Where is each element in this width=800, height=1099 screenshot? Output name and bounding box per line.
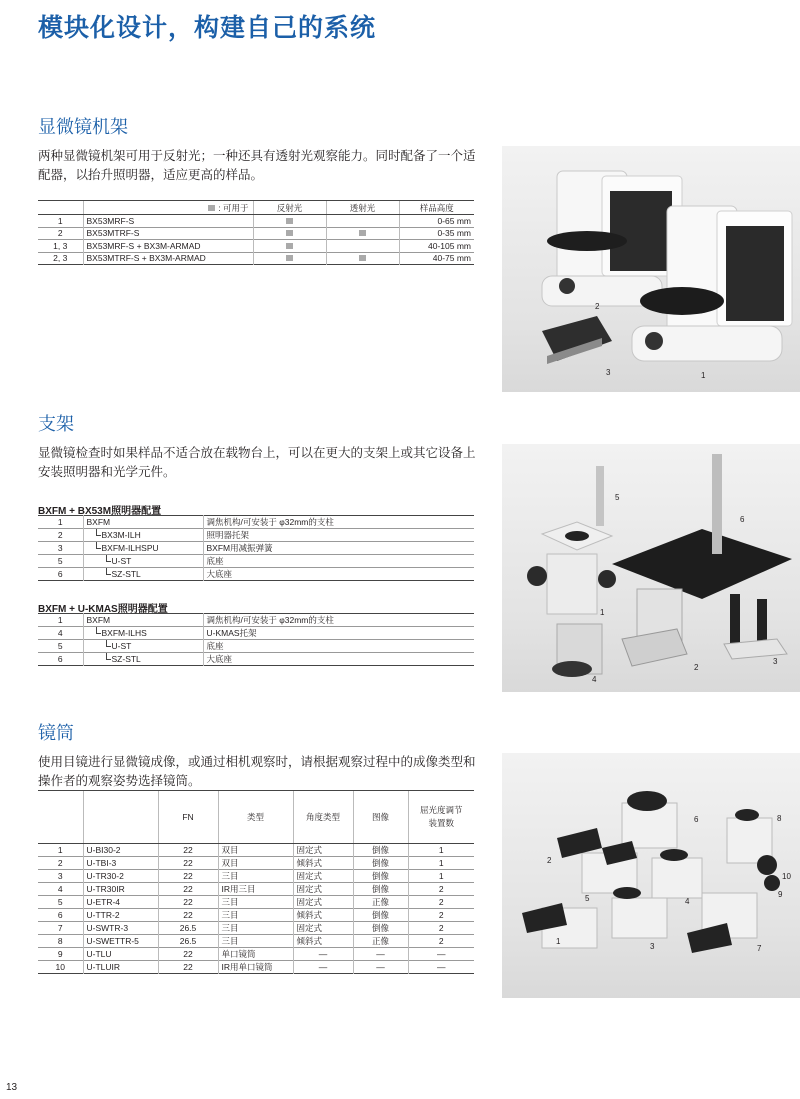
section-title-tubes: 镜筒: [38, 723, 74, 744]
row-model: [83, 542, 203, 555]
row-fn: 22: [158, 844, 218, 857]
row-transmitted: [326, 240, 399, 253]
table-row: [38, 627, 474, 640]
row-model: [83, 529, 203, 542]
row-model: U-TLUIR: [83, 961, 158, 974]
row-description: BXFM用减振弹簧: [203, 542, 474, 555]
legend: : 可用于: [83, 201, 253, 215]
row-transmitted: [326, 215, 399, 228]
stands-description: 显微镜检查时如果样品不适合放在载物台上，可以在更大的支架上或其它设备上安装照明器和光学元件。: [38, 445, 476, 479]
row-angle: 固定式: [293, 844, 353, 857]
available-marker: [286, 218, 293, 224]
table-row: [38, 529, 474, 542]
table-row: [38, 516, 474, 529]
row-description: 照明器托架: [203, 529, 474, 542]
row-diopter: 1: [408, 857, 474, 870]
header-fn: FN: [158, 791, 218, 844]
tubes-illustration: [502, 753, 800, 998]
stand-group1-title: BXFM + BX53M照明器配置: [38, 506, 162, 517]
row-number: 5: [57, 897, 63, 907]
row-model-label: BXFM: [86, 615, 111, 625]
row-diopter: —: [408, 948, 474, 961]
row-model: U-TBI-3: [83, 857, 158, 870]
callout-2: 2: [547, 856, 552, 865]
photo-tubes: [502, 753, 800, 998]
row-number: 1, 3: [53, 240, 68, 251]
row-number: 8: [57, 936, 63, 946]
page-number: 13: [6, 1082, 18, 1093]
row-description: 底座: [203, 555, 474, 568]
row-type: IR用三目: [218, 883, 293, 896]
table-row: [38, 870, 474, 883]
row-fn: 26.5: [158, 922, 218, 935]
row-model-label: BXFM-ILHSPU: [101, 543, 159, 553]
frames-description: 两种显微镜机架可用于反射光；一种还具有透射光观察能力。同时配备了一个适配器，以抬升照明器，适应更高的样品。: [38, 148, 476, 182]
row-model-label: U-ST: [111, 641, 132, 651]
stand-group2-table: [38, 613, 474, 666]
table-row: [38, 555, 474, 568]
row-model-label: BXFM: [86, 517, 111, 527]
row-height: 40-75 mm: [399, 252, 474, 265]
section-title-frames: 显微镜机架: [38, 117, 128, 138]
row-image: —: [353, 961, 408, 974]
tree-connector: [106, 568, 111, 575]
row-model: U-TR30-2: [83, 870, 158, 883]
table-row: [38, 844, 474, 857]
row-number: 1: [57, 215, 63, 226]
row-angle: 倾斜式: [293, 857, 353, 870]
row-model: [83, 614, 203, 627]
row-type: 双目: [218, 844, 293, 857]
tree-connector: [96, 627, 101, 634]
row-model: U-TR30IR: [83, 883, 158, 896]
row-number: 7: [57, 923, 63, 933]
legend-swatch: [208, 205, 215, 211]
row-diopter: 2: [408, 922, 474, 935]
available-marker: [286, 243, 293, 249]
row-type: 三目: [218, 896, 293, 909]
row-transmitted: [326, 252, 399, 265]
row-number: 6: [57, 910, 63, 920]
row-number: 2: [57, 228, 63, 239]
row-angle: —: [293, 948, 353, 961]
callout-2: 2: [595, 302, 600, 311]
row-angle: —: [293, 961, 353, 974]
row-type: 三目: [218, 909, 293, 922]
header-angle: 角度类型: [293, 791, 353, 844]
row-diopter: 2: [408, 909, 474, 922]
photo-stands: [502, 444, 800, 692]
table-row: [38, 857, 474, 870]
row-description: 大底座: [203, 653, 474, 666]
row-diopter: 2: [408, 896, 474, 909]
table-row: [38, 252, 474, 265]
row-reflected: [253, 227, 326, 240]
table-row: [38, 227, 474, 240]
row-number: 2: [57, 858, 63, 868]
row-height: 40-105 mm: [399, 240, 474, 253]
callout-5: 5: [615, 493, 620, 502]
row-model: U-ETR-4: [83, 896, 158, 909]
row-image: 倒像: [353, 909, 408, 922]
callout-1: 1: [556, 937, 561, 946]
row-model-label: U-ST: [111, 556, 132, 566]
header-sample-height: 样品高度: [399, 201, 474, 215]
row-number: 3: [57, 871, 63, 881]
row-model: BX53MTRF-S + BX3M-ARMAD: [83, 252, 253, 265]
table-row: [38, 896, 474, 909]
row-fn: 22: [158, 961, 218, 974]
callout-9: 9: [778, 890, 783, 899]
callout-6: 6: [740, 515, 745, 524]
row-model-label: BXFM-ILHS: [101, 628, 147, 638]
table-row: [38, 542, 474, 555]
table-row: [38, 215, 474, 228]
callout-4: 4: [592, 675, 597, 684]
row-fn: 22: [158, 883, 218, 896]
row-angle: 固定式: [293, 870, 353, 883]
row-image: 倒像: [353, 922, 408, 935]
row-diopter: —: [408, 961, 474, 974]
row-model: U-BI30-2: [83, 844, 158, 857]
row-number: 3: [57, 543, 63, 553]
available-marker: [359, 230, 366, 236]
row-fn: 22: [158, 857, 218, 870]
row-number: 5: [57, 556, 63, 566]
microscope-frames-illustration: [502, 146, 800, 392]
row-image: 倒像: [353, 883, 408, 896]
row-diopter: 1: [408, 870, 474, 883]
row-image: 正像: [353, 896, 408, 909]
tree-connector: [106, 555, 111, 562]
table-row: [38, 614, 474, 627]
row-angle: 倾斜式: [293, 909, 353, 922]
row-fn: 26.5: [158, 935, 218, 948]
table-row: [38, 240, 474, 253]
row-image: 正像: [353, 935, 408, 948]
row-angle: 倾斜式: [293, 935, 353, 948]
row-model: U-TTR-2: [83, 909, 158, 922]
row-height: 0-35 mm: [399, 227, 474, 240]
tree-connector: [96, 542, 101, 549]
row-fn: 22: [158, 870, 218, 883]
row-angle: 固定式: [293, 922, 353, 935]
callout-6: 6: [694, 815, 699, 824]
section-title-stands: 支架: [38, 414, 74, 435]
tree-connector: [96, 529, 101, 536]
table-row: [38, 922, 474, 935]
row-height: 0-65 mm: [399, 215, 474, 228]
row-fn: 22: [158, 896, 218, 909]
row-number: 9: [57, 949, 63, 959]
callout-3: 3: [606, 368, 611, 377]
table-row: [38, 640, 474, 653]
row-model: [83, 627, 203, 640]
callout-10: 10: [782, 872, 791, 881]
table-row: [38, 948, 474, 961]
row-model: U-SWETTR-5: [83, 935, 158, 948]
row-number: 2: [57, 530, 63, 540]
row-model: [83, 640, 203, 653]
callout-2: 2: [694, 663, 699, 672]
row-type: 三目: [218, 935, 293, 948]
header-reflected: 反射光: [253, 201, 326, 215]
callout-7: 7: [757, 944, 762, 953]
row-image: —: [353, 948, 408, 961]
callout-4: 4: [685, 897, 690, 906]
row-number: 10: [55, 962, 65, 972]
tree-connector: [106, 653, 111, 660]
row-diopter: 2: [408, 935, 474, 948]
stand-group1-table: [38, 515, 474, 581]
row-type: 双目: [218, 857, 293, 870]
row-reflected: [253, 215, 326, 228]
table-row: [38, 935, 474, 948]
row-transmitted: [326, 227, 399, 240]
table-row: [38, 883, 474, 896]
header-transmitted: 透射光: [326, 201, 399, 215]
callout-3: 3: [650, 942, 655, 951]
row-model: [83, 653, 203, 666]
row-model: [83, 555, 203, 568]
row-type: 三目: [218, 870, 293, 883]
row-model: BX53MRF-S: [83, 215, 253, 228]
row-model: U-SWTR-3: [83, 922, 158, 935]
row-number: 4: [57, 884, 63, 894]
header-type: 类型: [218, 791, 293, 844]
row-number: 1: [57, 615, 63, 625]
row-description: 调焦机构/可安装于 φ32mm的支柱: [203, 614, 474, 627]
row-number: 2, 3: [53, 253, 68, 264]
table-row: [38, 961, 474, 974]
callout-8: 8: [777, 814, 782, 823]
stands-illustration: [502, 444, 800, 692]
table-row: [38, 568, 474, 581]
row-reflected: [253, 240, 326, 253]
row-model-label: SZ-STL: [111, 654, 141, 664]
tubes-description: 使用目镜进行显微镜成像，或通过相机观察时，请根据观察过程中的成像类型和操作者的观察姿势选择镜筒。: [38, 754, 476, 788]
row-model-label: BX3M-ILH: [101, 530, 141, 540]
row-model: BX53MTRF-S: [83, 227, 253, 240]
header-image: 图像: [353, 791, 408, 844]
row-fn: 22: [158, 948, 218, 961]
row-model: [83, 516, 203, 529]
row-type: IR用单口镜筒: [218, 961, 293, 974]
stand-group2-title: BXFM + U-KMAS照明器配置: [38, 604, 168, 615]
row-angle: 固定式: [293, 896, 353, 909]
header-diopter: 屈光度调节装置数: [408, 791, 474, 844]
row-image: 倒像: [353, 844, 408, 857]
row-diopter: 2: [408, 883, 474, 896]
available-marker: [359, 255, 366, 261]
tree-connector: [106, 640, 111, 647]
row-model: [83, 568, 203, 581]
row-angle: 固定式: [293, 883, 353, 896]
table-row: [38, 653, 474, 666]
row-number: 1: [57, 845, 63, 855]
callout-1: 1: [701, 371, 706, 380]
table-row: [38, 909, 474, 922]
page-title: 模块化设计，构建自己的系统: [38, 13, 377, 42]
row-model: BX53MRF-S + BX3M-ARMAD: [83, 240, 253, 253]
row-image: 倒像: [353, 870, 408, 883]
row-description: 大底座: [203, 568, 474, 581]
row-description: 调焦机构/可安装于 φ32mm的支柱: [203, 516, 474, 529]
row-model: U-TLU: [83, 948, 158, 961]
row-model-label: SZ-STL: [111, 569, 141, 579]
row-diopter: 1: [408, 844, 474, 857]
callout-5: 5: [585, 894, 590, 903]
row-description: 底座: [203, 640, 474, 653]
row-number: 6: [57, 654, 63, 664]
row-image: 倒像: [353, 857, 408, 870]
available-marker: [286, 230, 293, 236]
row-reflected: [253, 252, 326, 265]
tubes-table: [38, 790, 474, 974]
row-description: U-KMAS托架: [203, 627, 474, 640]
row-number: 4: [57, 628, 63, 638]
callout-3: 3: [773, 657, 778, 666]
row-number: 6: [57, 569, 63, 579]
available-marker: [286, 255, 293, 261]
row-fn: 22: [158, 909, 218, 922]
callout-1: 1: [600, 608, 605, 617]
row-type: 三目: [218, 922, 293, 935]
row-number: 5: [57, 641, 63, 651]
row-type: 单口镜筒: [218, 948, 293, 961]
photo-microscope-frames: [502, 146, 800, 392]
frames-table: [38, 200, 474, 265]
row-number: 1: [57, 517, 63, 527]
